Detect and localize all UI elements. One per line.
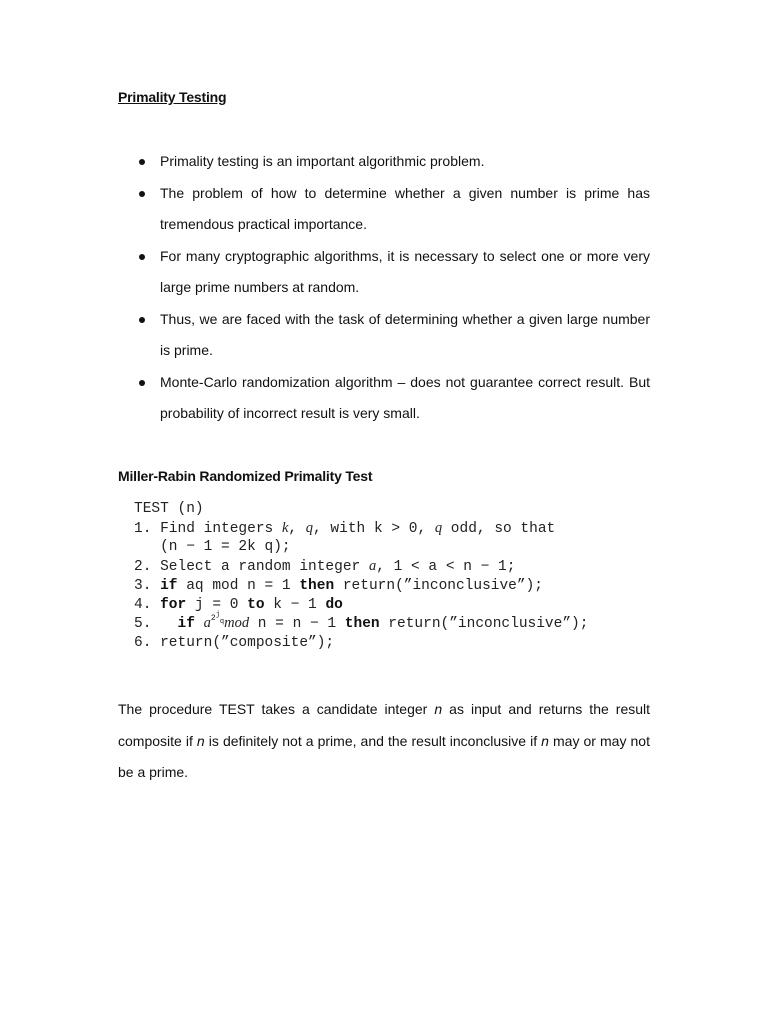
bullet-list: [118, 146, 650, 430]
code-line-2: 2. Select a random integer a, 1 < a < n − 1;: [134, 558, 516, 576]
code-line-6: 6. return(”composite”);: [134, 634, 335, 651]
code-line-3: 3. if aq mod n = 1 then return(”inconclusive”);: [134, 577, 543, 594]
bullet-item: Thus, we are faced with the task of determining whether a given large number is prime.: [118, 304, 650, 367]
code-line-4: 4. for j = 0 to k − 1 do: [134, 596, 343, 613]
code-line-5: 5. if $a^{2jq}mod$ n = n − 1 then return(”inconclusive”);: [134, 611, 589, 633]
code-line-1-continued: (n − 1 = 2k q);: [134, 539, 291, 556]
section-title: Miller-Rabin Randomized Primality Test: [118, 468, 373, 484]
code-line-header: TEST (n): [134, 501, 204, 517]
pseudocode-block: [134, 500, 654, 653]
bullet-item: Primality testing is an important algorithmic problem.: [118, 146, 650, 178]
bullet-item: Monte-Carlo randomization algorithm – does not guarantee correct result. But probability of incorrect result is very small.: [118, 367, 650, 430]
page-title: Primality Testing: [118, 89, 227, 105]
bullet-item: The problem of how to determine whether a given number is prime has tremendous practical importance.: [118, 178, 650, 241]
bullet-item: For many cryptographic algorithms, it is necessary to select one or more very large prime numbers at random.: [118, 241, 650, 304]
body-paragraph: The procedure TEST takes a candidate integer n as input and returns the result composite if n is definitely not a prime, and the result inconclusive if n may or may not be a prime.: [118, 701, 651, 780]
code-line-1: 1. Find integers k, q, with k > 0, q odd, so that: [134, 519, 556, 537]
